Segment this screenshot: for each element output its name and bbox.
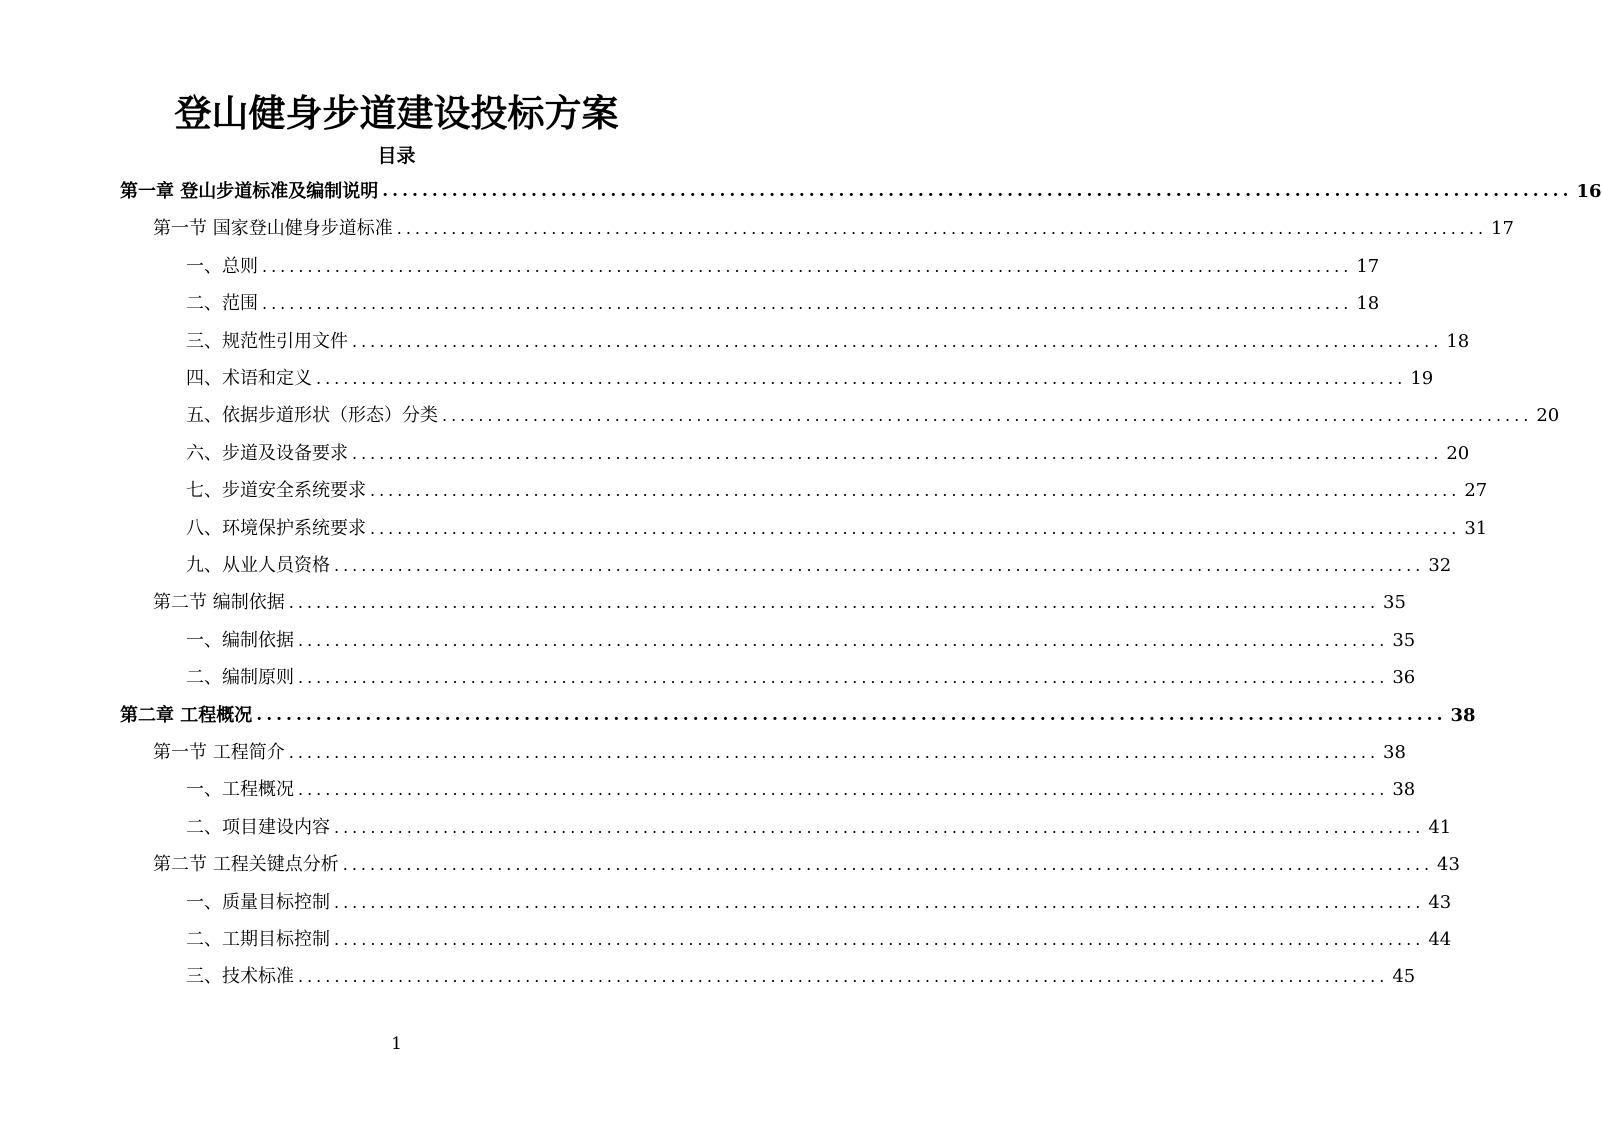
toc-dot-leader: ........................................................................................................................ — [342, 855, 1434, 874]
toc-entry[interactable] — [186, 285, 1380, 322]
toc-entry-page-number: 43 — [1437, 854, 1460, 875]
toc-entry-title: 二、项目建设内容 — [186, 817, 330, 838]
toc-dot-leader: ........................................................................................................................ — [352, 444, 1443, 463]
toc-entry-title: 二、工期目标控制 — [186, 929, 330, 950]
toc-entry-page-number: 27 — [1464, 480, 1488, 501]
toc-entry[interactable] — [186, 472, 1488, 509]
toc-entry-title: 一、工程概况 — [186, 779, 294, 800]
toc-dot-leader: ........................................................................................................................ — [396, 219, 1488, 238]
toc-entry-page-number: 35 — [1383, 592, 1406, 613]
toc-dot-leader: ........................................................................................................................ — [262, 257, 1353, 276]
toc-entry[interactable] — [186, 921, 1452, 958]
toc-entry-page-number: 35 — [1392, 630, 1416, 651]
toc-entry[interactable] — [186, 360, 1434, 397]
toc-entry-title: 四、术语和定义 — [186, 368, 312, 389]
toc-entry-title: 第二节 工程关键点分析 — [153, 854, 339, 875]
toc-entry-page-number: 45 — [1392, 966, 1416, 987]
toc-dot-leader: ........................................................................................................................ — [352, 332, 1443, 351]
toc-entry-page-number: 43 — [1428, 892, 1452, 913]
toc-entry-title: 第一节 工程简介 — [153, 742, 285, 763]
toc-entry-title: 三、规范性引用文件 — [186, 331, 348, 352]
toc-entry-title: 五、依据步道形状（形态）分类 — [186, 405, 438, 426]
toc-entry[interactable] — [186, 622, 1416, 659]
toc-dot-leader: ........................................................................................................................ — [288, 743, 1380, 762]
toc-entry-page-number: 20 — [1536, 405, 1560, 426]
toc-entry-title: 六、步道及设备要求 — [186, 443, 348, 464]
toc-entry[interactable] — [186, 248, 1380, 285]
toc-entry-title: 七、步道安全系统要求 — [186, 480, 366, 501]
toc-entry-page-number: 32 — [1428, 555, 1452, 576]
toc-entry[interactable] — [186, 884, 1452, 921]
toc-dot-leader: ........................................................................................................................ — [442, 406, 1533, 425]
toc-entry-page-number: 41 — [1428, 817, 1452, 838]
toc-dot-leader: ........................................................................................................................ — [298, 780, 1389, 799]
toc-entry[interactable] — [186, 435, 1470, 472]
toc-entry[interactable] — [186, 809, 1452, 846]
toc-dot-leader: ........................................................................................................................ — [334, 556, 1425, 575]
toc-entry[interactable] — [120, 173, 1602, 210]
toc-entry-page-number: 38 — [1383, 742, 1406, 763]
toc-entry-page-number: 20 — [1446, 443, 1470, 464]
toc-entry-title: 第一节 国家登山健身步道标准 — [153, 218, 393, 239]
toc-entry-title: 二、编制原则 — [186, 667, 294, 688]
toc-dot-leader: ........................................................................................................................ — [288, 593, 1380, 612]
toc-entry-page-number: 38 — [1392, 779, 1416, 800]
toc-entry-page-number: 31 — [1464, 518, 1488, 539]
document-title: 登山健身步道建设投标方案 — [174, 91, 619, 135]
toc-entry[interactable] — [120, 697, 1476, 734]
toc-entry-page-number: 16 — [1576, 181, 1602, 202]
toc-dot-leader: ........................................................................................................................ — [298, 631, 1389, 650]
toc-dot-leader: ........................................................................................................................ — [334, 930, 1425, 949]
toc-dot-leader: ........................................................................................................................ — [370, 481, 1461, 500]
toc-entry[interactable] — [153, 734, 1406, 771]
toc-dot-leader: ........................................................................................................................ — [334, 818, 1425, 837]
toc-entry-title: 第二章 工程概况 — [120, 705, 253, 726]
toc-dot-leader: ........................................................................................................................ — [334, 893, 1425, 912]
toc-dot-leader: ........................................................................................................................ — [262, 294, 1353, 313]
toc-entry-page-number: 36 — [1392, 667, 1416, 688]
toc-entry[interactable] — [153, 846, 1460, 883]
toc-entry[interactable] — [186, 958, 1416, 995]
page-number: 1 — [391, 1034, 402, 1054]
toc-entry-title: 第二节 编制依据 — [153, 592, 285, 613]
toc-entry-title: 二、范围 — [186, 293, 258, 314]
toc-entry-page-number: 19 — [1410, 368, 1434, 389]
toc-entry-title: 八、环境保护系统要求 — [186, 518, 366, 539]
toc-entry-title: 九、从业人员资格 — [186, 555, 330, 576]
toc-entry-title: 第一章 登山步道标准及编制说明 — [120, 181, 379, 202]
toc-dot-leader: ........................................................................................................................ — [256, 705, 1447, 725]
toc-entry-page-number: 18 — [1446, 331, 1470, 352]
toc-entry-page-number: 17 — [1356, 256, 1380, 277]
toc-entry[interactable] — [186, 397, 1560, 434]
toc-entry[interactable] — [186, 771, 1416, 808]
toc-entry[interactable] — [186, 547, 1452, 584]
toc-dot-leader: ........................................................................................................................ — [370, 519, 1461, 538]
toc-entry-page-number: 18 — [1356, 293, 1380, 314]
toc-dot-leader: ........................................................................................................................ — [316, 369, 1407, 388]
toc-entry-title: 一、质量目标控制 — [186, 892, 330, 913]
toc-entry[interactable] — [186, 323, 1470, 360]
toc-entry-page-number: 44 — [1428, 929, 1452, 950]
toc-entry-title: 三、技术标准 — [186, 966, 294, 987]
toc-dot-leader: ........................................................................................................................ — [382, 181, 1573, 201]
toc-entry-page-number: 38 — [1450, 705, 1476, 726]
toc-entry[interactable] — [186, 510, 1488, 547]
toc-entry-page-number: 17 — [1491, 218, 1514, 239]
toc-entry[interactable] — [186, 659, 1416, 696]
toc-heading: 目录 — [377, 145, 416, 167]
toc-dot-leader: ........................................................................................................................ — [298, 668, 1389, 687]
toc-entry-title: 一、总则 — [186, 256, 258, 277]
toc-entry-title: 一、编制依据 — [186, 630, 294, 651]
toc-dot-leader: ........................................................................................................................ — [298, 967, 1389, 986]
toc-entry[interactable] — [153, 584, 1406, 621]
toc-entry[interactable] — [153, 210, 1514, 247]
